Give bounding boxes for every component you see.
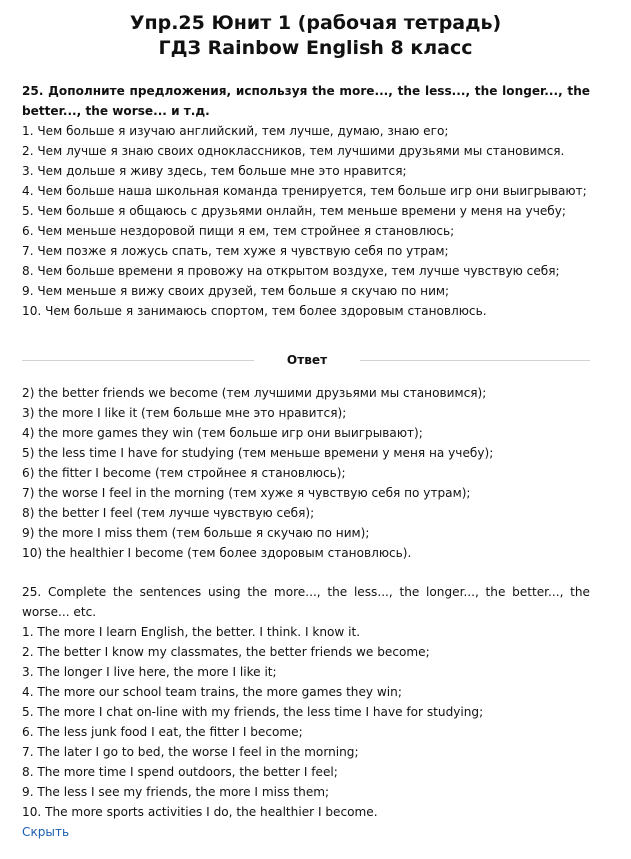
answer-section: [22, 383, 590, 563]
english-item: 5. The more I chat on-line with my friends, the less time I have for studying;: [22, 705, 484, 719]
task-item: 5. Чем больше я общаюсь с друзьями онлайн, тем меньше времени у меня на учебу;: [22, 204, 566, 218]
english-item: 9. The less I see my friends, the more I miss them;: [22, 785, 330, 799]
english-item: 3. The longer I live here, the more I like it;: [22, 665, 277, 679]
answer-item: 2) the better friends we become (тем лучшими друзьями мы становимся);: [22, 386, 487, 400]
answer-item: 8) the better I feel (тем лучше чувствую себя);: [22, 506, 315, 520]
english-item: 1. The more I learn English, the better. I think. I know it.: [22, 625, 361, 639]
answer-item: 3) the more I like it (тем больше мне это нравится);: [22, 406, 347, 420]
answer-item: 7) the worse I feel in the morning (тем хуже я чувствую себя по утрам);: [22, 486, 471, 500]
divider-line-left: [22, 360, 254, 361]
answer-divider: [22, 350, 590, 370]
answer-item: 4) the more games they win (тем больше игр они выигрывают);: [22, 426, 423, 440]
task-item: 1. Чем больше я изучаю английский, тем лучше, думаю, знаю его;: [22, 124, 449, 138]
answer-item: 5) the less time I have for studying (тем меньше времени у меня на учебу);: [22, 446, 494, 460]
english-item: 4. The more our school team trains, the more games they win;: [22, 685, 402, 699]
answer-item: 9) the more I miss them (тем больше я скучаю по ним);: [22, 526, 370, 540]
task-item: 8. Чем больше времени я провожу на открытом воздухе, тем лучше чувствую себя;: [22, 264, 560, 278]
english-item: 8. The more time I spend outdoors, the better I feel;: [22, 765, 338, 779]
task-item: 10. Чем больше я занимаюсь спортом, тем более здоровым становлюсь.: [22, 304, 487, 318]
task-item: 9. Чем меньше я вижу своих друзей, тем больше я скучаю по ним;: [22, 284, 450, 298]
english-heading: 25. Complete the sentences using the more..., the less..., the longer..., the better..., the worse... etc.: [22, 585, 590, 619]
english-item: 7. The later I go to bed, the worse I feel in the morning;: [22, 745, 359, 759]
english-item: 10. The more sports activities I do, the healthier I become.: [22, 805, 378, 819]
page-subtitle: ГДЗ Rainbow English 8 класс: [158, 37, 473, 59]
answer-item: 10) the healthier I become (тем более здоровым становлюсь).: [22, 546, 412, 560]
task-item: 6. Чем меньше нездоровой пищи я ем, тем стройнее я становлюсь;: [22, 224, 455, 238]
answer-item: 6) the fitter I become (тем стройнее я становлюсь);: [22, 466, 346, 480]
english-item: 2. The better I know my classmates, the better friends we become;: [22, 645, 430, 659]
divider-line-right: [360, 360, 590, 361]
english-section: [22, 582, 590, 822]
task-item: 2. Чем лучше я знаю своих одноклассников, тем лучшими друзьями мы становимся.: [22, 144, 565, 158]
hide-link[interactable]: Скрыть: [22, 825, 70, 839]
english-item: 6. The less junk food I eat, the fitter I become;: [22, 725, 303, 739]
task-item: 7. Чем позже я ложусь спать, тем хуже я чувствую себя по утрам;: [22, 244, 449, 258]
task-item: 4. Чем больше наша школьная команда тренируется, тем больше игр они выигрывают;: [22, 184, 587, 198]
task-section: [22, 81, 590, 321]
task-heading: 25. Дополните предложения, используя the more..., the less..., the longer..., the better..., the worse... и т.д.: [22, 84, 590, 118]
answer-heading: Ответ: [286, 353, 328, 367]
page-title: Упр.25 Юнит 1 (рабочая тетрадь): [129, 12, 502, 34]
task-item: 3. Чем дольше я живу здесь, тем больше мне это нравится;: [22, 164, 407, 178]
